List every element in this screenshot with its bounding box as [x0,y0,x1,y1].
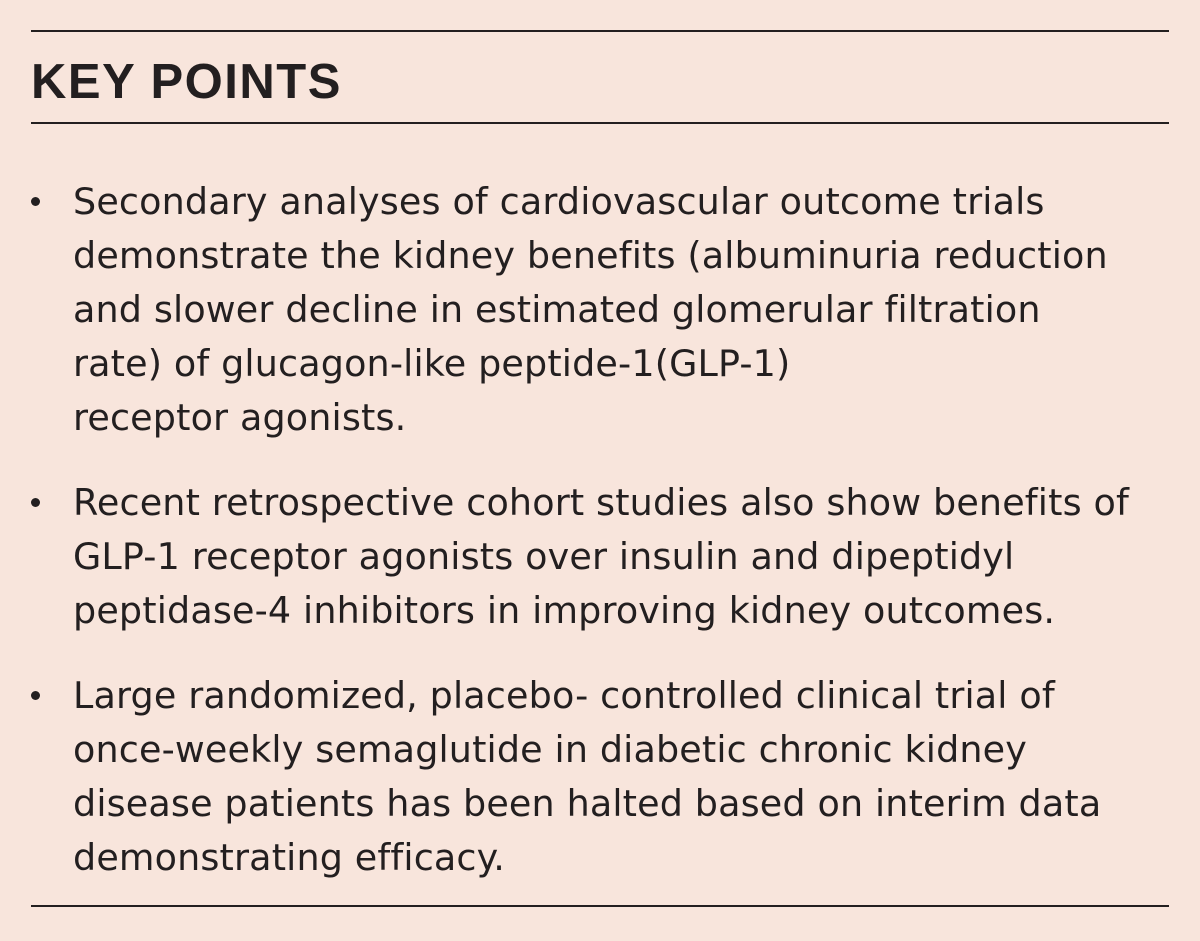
key-point-line: receptor agonists. [73,396,407,439]
key-point-line: disease patients has been halted based on interim data [73,782,1102,825]
bullet-icon [31,498,40,507]
key-point-line: peptidase-4 inhibitors in improving kidney outcomes. [73,589,1056,632]
key-point-line: Secondary analyses of cardiovascular outcome trials [73,180,1045,223]
key-point-line: demonstrate the kidney benefits (albuminuria reduction [73,234,1108,277]
key-points-heading: KEY POINTS [31,55,342,109]
key-point-item [31,175,1181,445]
key-point-line: GLP-1 receptor agonists over insulin and dipeptidyl [73,535,1015,578]
bottom-divider [31,905,1169,907]
top-divider [31,30,1169,32]
key-point-line: once-weekly semaglutide in diabetic chronic kidney [73,728,1028,771]
heading-divider [31,122,1169,124]
key-point-line: and slower decline in estimated glomerular filtration [73,288,1041,331]
key-point-item [31,669,1181,885]
key-point-line: Large randomized, placebo- controlled clinical trial of [73,674,1055,717]
key-point-item [31,476,1181,638]
bullet-icon [31,691,40,700]
key-points-list [31,175,1181,916]
bullet-icon [31,197,40,206]
key-point-line: Recent retrospective cohort studies also show benefits of [73,481,1129,524]
key-point-line: demonstrating efficacy. [73,836,505,879]
key-point-line: rate) of glucagon-like peptide-1(GLP-1) [73,342,791,385]
